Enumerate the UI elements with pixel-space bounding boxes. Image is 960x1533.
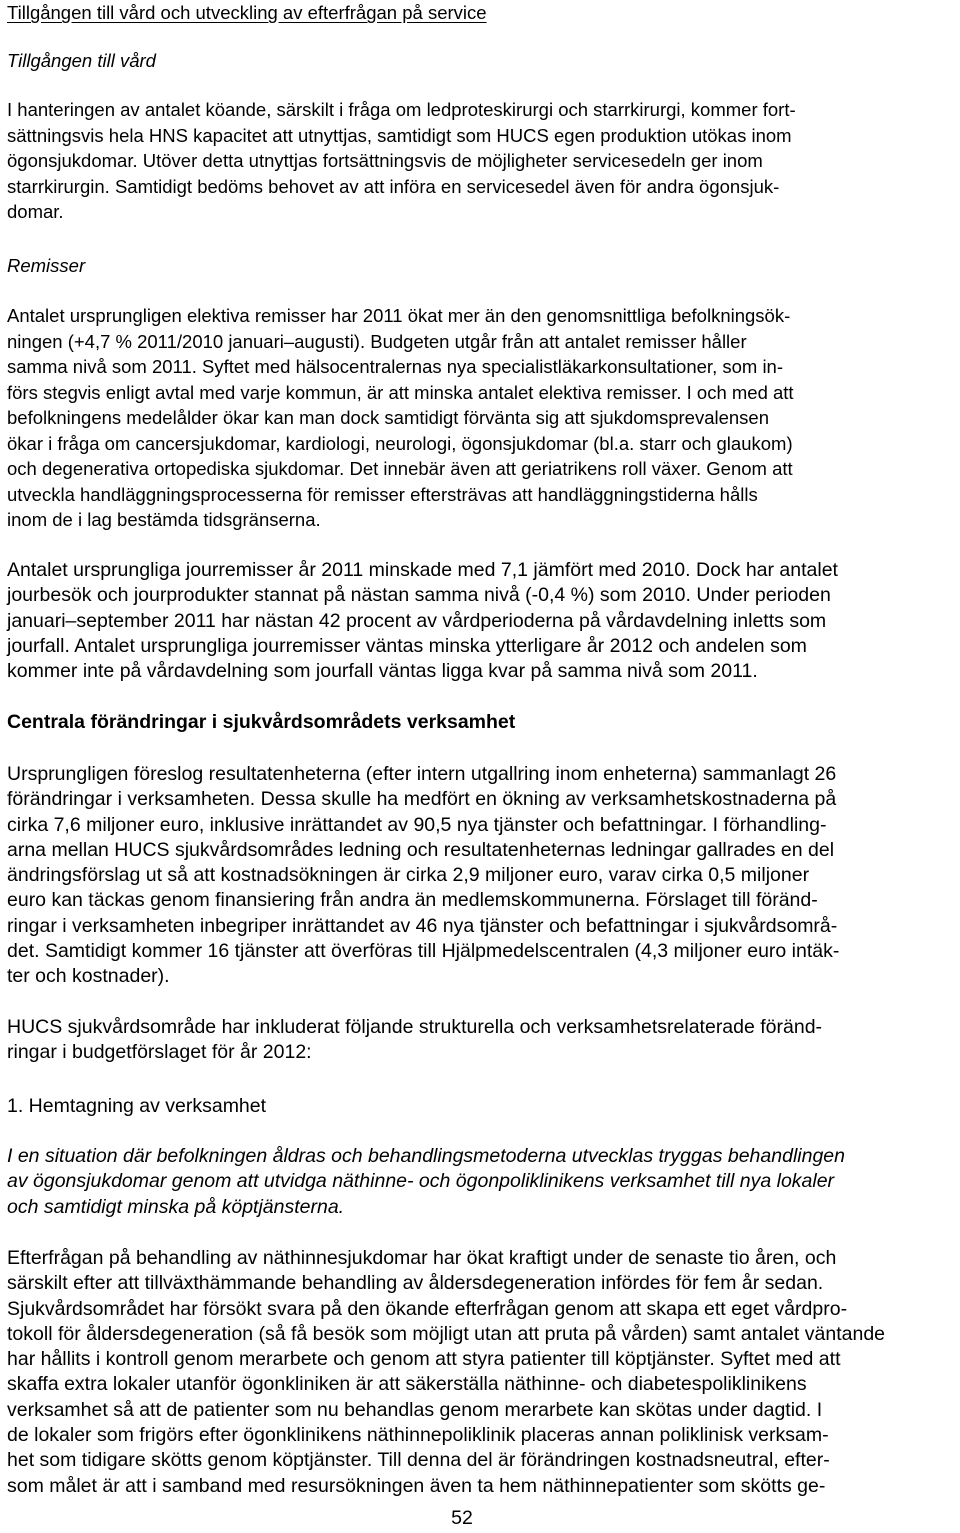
- paragraph-line: ökar i fråga om cancersjukdomar, kardiologi, neurologi, ögonsjukdomar (bl.a. starr och glaukom): [7, 432, 793, 454]
- paragraph-line: inom de i lag bestämda tidsgränserna.: [7, 509, 321, 530]
- paragraph-line: ringar i budgetförslaget för år 2012:: [7, 1041, 312, 1064]
- paragraph-line: HUCS sjukvårdsområde har inkluderat följande strukturella och verksamhetsrelaterade föränd-: [7, 1016, 823, 1038]
- paragraph-line: och samtidigt minska på köptjänsterna.: [7, 1195, 345, 1218]
- paragraph-demand: [7, 1246, 885, 1499]
- paragraph-line: jourfall. Antalet ursprungliga jourremisser väntas minska ytterligare år 2012 och andelen som: [7, 634, 807, 657]
- paragraph-line: förs stegvis enligt avtal med varje kommun, är att minska antalet elektiva remisser. I och med att: [7, 381, 794, 403]
- paragraph-line: utveckla handläggningsprocesserna för remisser eftersträvas att handläggningstiderna hålls: [7, 483, 758, 505]
- paragraph-line: och degenerativa ortopediska sjukdomar. Det innebär även att geriatrikens roll växer. Genom att: [7, 458, 793, 479]
- paragraph-line: särskilt efter att tillväxthämmande behandling av åldersdegeneration infördes för fem år sedan.: [7, 1272, 824, 1295]
- paragraph-line: tokoll för åldersdegeneration (så få besök som möjligt utan att pruta på vården) samt antalet väntande: [7, 1322, 886, 1345]
- paragraph-line: sättningsvis hela HNS kapacitet att utnyttjas, samtidigt som HUCS egen produktion utökas inom: [7, 124, 792, 146]
- section-title: Tillgången till vård och utveckling av efterfrågan på service: [7, 2, 487, 23]
- paragraph-line: som målet är att i samband med resursökningen även ta hem näthinnepatienter som skötts ge-: [7, 1474, 826, 1497]
- paragraph-line: av ögonsjukdomar genom att utvidga näthinne- och ögonpoliklinikens verksamhet till nya lokaler: [7, 1170, 835, 1193]
- paragraph-line: verksamhet så att de patienter som nu behandlas genom merarbete kan skötas under dagtid. I: [7, 1398, 823, 1421]
- numbered-heading: 1. Hemtagning av verksamhet: [7, 1095, 267, 1117]
- paragraph-line: ändringsförslag ut så att kostnadsökningen är cirka 2,9 miljoner euro, varav cirka 0,5 miljoner: [7, 864, 810, 887]
- paragraph-line: januari–september 2011 har nästan 42 procent av vårdperioderna på vårdavdelning inletts som: [7, 609, 827, 632]
- paragraph-line: befolkningens medelålder ökar kan man dock samtidigt förvänta sig att sjukdomsprevalensen: [7, 407, 769, 428]
- paragraph-line: ter och kostnader).: [7, 965, 170, 988]
- paragraph-line: Efterfrågan på behandling av näthinnesjukdomar har ökat kraftigt under de senaste tio åren, och: [7, 1247, 837, 1269]
- paragraph-included: [7, 1015, 822, 1066]
- paragraph-line: I en situation där befolkningen åldras och behandlingsmetoderna utvecklas tryggas behandlingen: [7, 1145, 845, 1167]
- paragraph-changes: [7, 762, 839, 990]
- paragraph-line: euro kan täckas genom finansiering från andra än medlemskommunerna. Förslaget till föränd-: [7, 889, 818, 912]
- paragraph-line: samma nivå som 2011. Syftet med hälsocentralernas nya specialistläkarkonsultationer, som in-: [7, 356, 783, 377]
- paragraph-line: I hanteringen av antalet köande, särskilt i fråga om ledproteskirurgi och starrkirurgi, kommer fort-: [7, 99, 796, 120]
- paragraph-line: jourbesök och jourprodukter stannat på nästan samma nivå (-0,4 %) som 2010. Under perioden: [7, 584, 831, 607]
- paragraph-line: ringar i verksamheten inbegriper inrättandet av 46 nya tjänster och befattningar i sjukvårdsområ-: [7, 914, 838, 937]
- paragraph-emergency: [7, 558, 838, 684]
- paragraph-line: ningen (+4,7 % 2011/2010 januari–augusti). Budgeten utgår från att antalet remisser håller: [7, 330, 747, 352]
- paragraph-line: Ursprungligen föreslog resultatenheterna (efter intern utgallring inom enheterna) sammanlagt 26: [7, 763, 837, 785]
- paragraph-line: domar.: [7, 201, 64, 222]
- paragraph-line: starrkirurgin. Samtidigt bedöms behovet av att införa en servicesedel även för andra ögonsjuk-: [7, 175, 780, 197]
- paragraph-line: cirka 7,6 miljoner euro, inklusive inrättandet av 90,5 nya tjänster och befattningar. I förhandling-: [7, 813, 827, 836]
- paragraph-line: ögonsjukdomar. Utöver detta utnyttjas fortsättningsvis de möjligheter servicesedeln ger inom: [7, 150, 763, 171]
- paragraph-referrals: [7, 303, 794, 533]
- paragraph-line: het som tidigare skötts genom köptjänster. Till denna del är förändringen kostnadsneutral, efter-: [7, 1449, 830, 1472]
- paragraph-line: kommer inte på vårdavdelning som jourfall väntas ligga kvar på samma nivå som 2011.: [7, 660, 758, 683]
- subheading-access: Tillgången till vård: [7, 50, 156, 71]
- paragraph-line: det. Samtidigt kommer 16 tjänster att överföras till Hjälpmedelscentralen (4,3 miljoner euro intäk-: [7, 940, 840, 963]
- paragraph-access: [7, 97, 796, 225]
- subheading-referrals: Remisser: [7, 255, 86, 276]
- paragraph-line: Antalet ursprungligen elektiva remisser har 2011 ökat mer än den genomsnittliga befolkningsök-: [7, 305, 791, 326]
- paragraph-line: förändringar i verksamheten. Dessa skulle ha medfört en ökning av verksamhetskostnaderna på: [7, 788, 837, 811]
- paragraph-line: skaffa extra lokaler utanför ögonkliniken är att säkerställa näthinne- och diabetespoliklinikens: [7, 1373, 807, 1396]
- heading-changes: Centrala förändringar i sjukvårdsområdets verksamhet: [7, 711, 516, 733]
- paragraph-italic: [7, 1144, 845, 1220]
- page-number: 52: [451, 1507, 473, 1529]
- paragraph-line: har hållits i kontroll genom merarbete och genom att styra patienter till köptjänster. Syftet med att: [7, 1348, 841, 1371]
- paragraph-line: de lokaler som frigörs efter ögonklinikens näthinnepoliklinik placeras annan poliklinisk verksam-: [7, 1424, 829, 1447]
- paragraph-line: arna mellan HUCS sjukvårdsområdes ledning och resultatenheternas ledningar gallrades en del: [7, 838, 835, 861]
- paragraph-line: Antalet ursprungliga jourremisser år 2011 minskade med 7,1 jämfört med 2010. Dock har antalet: [7, 559, 838, 581]
- paragraph-line: Sjukvårdsområdet har försökt svara på den ökande efterfrågan genom att skapa ett eget vårdpro-: [7, 1297, 848, 1320]
